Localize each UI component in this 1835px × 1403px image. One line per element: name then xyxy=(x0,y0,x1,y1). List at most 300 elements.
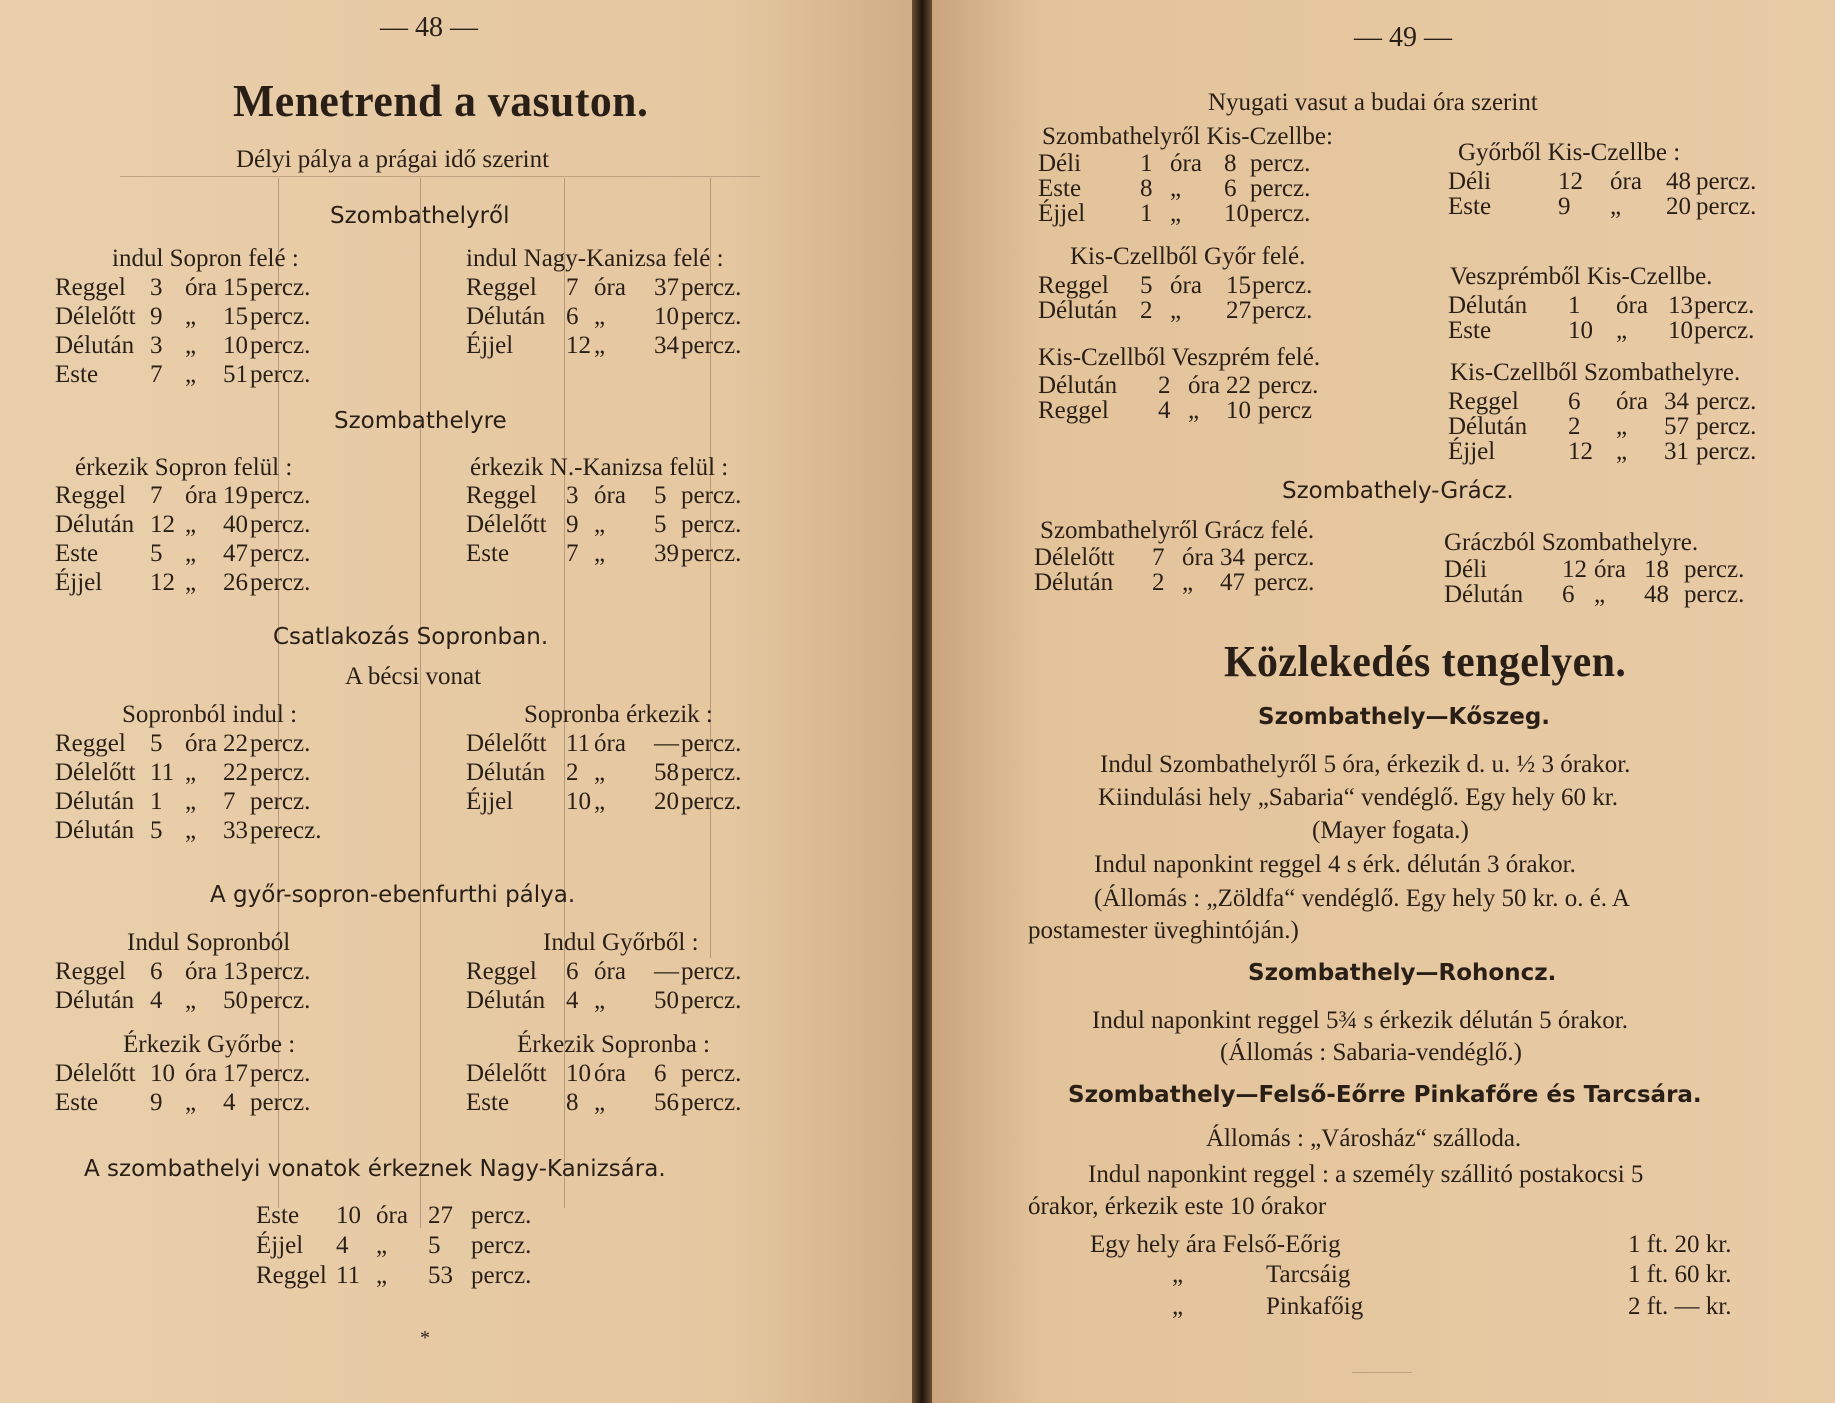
table-cell: 4 xyxy=(223,1089,236,1116)
table-cell: Délelőtt xyxy=(1034,544,1115,571)
table-cell: Éjjel xyxy=(1448,438,1496,465)
table-cell: Délután xyxy=(55,817,135,844)
table-cell: 11 xyxy=(336,1262,361,1289)
table-cell: „ xyxy=(185,540,197,567)
table-cell: 10 xyxy=(566,1060,591,1087)
table-cell: 50 xyxy=(654,987,679,1014)
table-cell: 20 xyxy=(1666,193,1691,220)
table-cell: 22 xyxy=(1226,372,1251,399)
table-cell: óra xyxy=(185,958,217,985)
table-cell: 1 xyxy=(1568,292,1581,319)
table-cell: — xyxy=(654,730,679,757)
table-cell: Reggel xyxy=(55,958,126,985)
table-cell: „ xyxy=(1170,297,1182,324)
table-cell: óra xyxy=(1188,372,1220,399)
table-cell: 47 xyxy=(1220,569,1245,596)
table-cell: 12 xyxy=(150,569,175,596)
table-cell: 58 xyxy=(654,759,679,786)
table-cell: 13 xyxy=(223,958,248,985)
text-line: Indul naponkint reggel 4 s érk. délután 3 órakor. xyxy=(1094,851,1576,878)
page-number: — 48 — xyxy=(380,12,478,43)
table-cell: percz xyxy=(1258,397,1313,424)
table-cell: 2 xyxy=(1158,372,1171,399)
table-cell: 22 xyxy=(223,759,248,786)
table-cell: Délután xyxy=(466,303,546,330)
table-cell: 11 xyxy=(150,759,175,786)
table-cell: 2 xyxy=(1152,569,1165,596)
table-cell: 22 xyxy=(223,730,248,757)
table-cell: Déli xyxy=(1444,556,1488,583)
table-cell: 4 xyxy=(566,987,579,1014)
table-cell: 7 xyxy=(1152,544,1165,571)
table-cell: percz. xyxy=(1254,544,1315,571)
table-cell: Délután xyxy=(1448,413,1528,440)
subtitle: Délyi pálya a prágai idő szerint xyxy=(236,146,550,173)
table-cell: percz. xyxy=(250,958,311,985)
table-cell: Reggel xyxy=(256,1262,327,1289)
table-cell: Este xyxy=(1038,175,1082,202)
page-number: — 49 — xyxy=(1354,22,1452,53)
table-cell: percz. xyxy=(250,788,311,815)
table-cell: „ xyxy=(185,987,197,1014)
divider xyxy=(1352,1372,1412,1373)
text-line: Indul Szombathelyről 5 óra, érkezik d. u. ½ 3 órakor. xyxy=(1100,751,1631,778)
table-cell: percz. xyxy=(1254,569,1315,596)
column-head: érkezik N.-Kanizsa felül : xyxy=(470,454,729,481)
table-cell: 10 xyxy=(1226,397,1251,424)
table-cell: 5 xyxy=(428,1232,441,1259)
column-head: Sopronba érkezik : xyxy=(524,701,713,728)
table-cell: percz. xyxy=(1696,388,1757,415)
table-cell: „ xyxy=(376,1232,388,1259)
table-cell: percz. xyxy=(1684,556,1745,583)
table-cell: percz. xyxy=(250,361,311,388)
table-cell: 11 xyxy=(566,730,591,757)
table-cell: Reggel xyxy=(55,730,126,757)
table-cell: óra xyxy=(1170,272,1202,299)
table-cell: 34 xyxy=(1664,388,1689,415)
table-cell: „ xyxy=(1616,413,1628,440)
table-cell: Délután xyxy=(55,987,135,1014)
table-cell: óra xyxy=(594,482,626,509)
table-cell: percz. xyxy=(1694,292,1755,319)
table-cell: „ xyxy=(1616,317,1628,344)
table-cell: 48 xyxy=(1644,581,1669,608)
table-cell: „ xyxy=(594,511,606,538)
table-cell: „ xyxy=(594,1089,606,1116)
table-cell: 3 xyxy=(150,274,163,301)
table-cell: 12 xyxy=(566,332,591,359)
table-cell: percz. xyxy=(681,303,742,330)
table-cell: „ xyxy=(1182,569,1194,596)
text-line: Állomás : „Városház“ szálloda. xyxy=(1206,1125,1522,1152)
table-cell: Reggel xyxy=(1448,388,1519,415)
table-cell: 10 xyxy=(654,303,679,330)
table-cell: „ xyxy=(185,332,197,359)
table-cell: 6 xyxy=(566,303,579,330)
table-cell: óra xyxy=(376,1202,408,1229)
table-cell: percz. xyxy=(1696,168,1757,195)
column-head: indul Nagy-Kanizsa felé : xyxy=(466,245,724,272)
column-head: Érkezik Sopronba : xyxy=(517,1031,711,1058)
table-cell: Délután xyxy=(55,511,135,538)
table-cell: 7 xyxy=(566,540,579,567)
block-title: Kis-Czellből Veszprém felé. xyxy=(1038,344,1321,371)
table-cell: Délelőtt xyxy=(55,1060,136,1087)
table-cell: 10 xyxy=(566,788,591,815)
table-cell: percz. xyxy=(250,482,311,509)
table-cell: 33 xyxy=(223,817,248,844)
table-cell: percz. xyxy=(1252,272,1313,299)
table-cell: „ xyxy=(1188,397,1200,424)
divider xyxy=(120,176,760,177)
table-cell: Este xyxy=(466,540,510,567)
page-title: Menetrend a vasuton. xyxy=(233,75,649,126)
table-cell: 18 xyxy=(1644,556,1669,583)
table-cell: 10 xyxy=(223,332,248,359)
table-cell: Este xyxy=(55,540,99,567)
table-cell: 2 xyxy=(1568,413,1581,440)
table-cell: Délután xyxy=(1034,569,1114,596)
table-cell: percz. xyxy=(681,511,742,538)
table-cell: Este xyxy=(1448,193,1492,220)
table-cell: 7 xyxy=(150,482,163,509)
table-cell: 26 xyxy=(223,569,248,596)
table-cell: „ xyxy=(185,361,197,388)
column-rule xyxy=(420,178,421,1228)
column-head: indul Sopron felé : xyxy=(112,245,299,272)
table-cell: percz. xyxy=(471,1232,532,1259)
text-line: (Állomás : „Zöldfa“ vendéglő. Egy hely 50 kr. o. é. A xyxy=(1094,885,1630,912)
table-cell: percz. xyxy=(681,958,742,985)
text-line: Indul naponkint reggel : a személy szállitó postakocsi 5 xyxy=(1088,1161,1644,1188)
text-line: postamester üveghintóján.) xyxy=(1028,917,1299,944)
text-line: órakor, érkezik este 10 órakor xyxy=(1028,1193,1327,1220)
table-cell: „ xyxy=(1616,438,1628,465)
table-cell: percz. xyxy=(681,1060,742,1087)
table-cell: 6 xyxy=(1224,175,1237,202)
table-cell: 3 xyxy=(566,482,579,509)
page-title: Közlekedés tengelyen. xyxy=(1224,637,1627,686)
table-cell: 12 xyxy=(1558,168,1583,195)
table-cell: percz. xyxy=(1696,438,1757,465)
table-cell: Reggel xyxy=(466,958,537,985)
table-cell: Délelőtt xyxy=(55,759,136,786)
table-cell: 1 xyxy=(1140,200,1153,227)
table-cell: 37 xyxy=(654,274,679,301)
table-cell: 9 xyxy=(150,1089,163,1116)
table-cell: percz. xyxy=(1250,200,1311,227)
table-cell: 5 xyxy=(1140,272,1153,299)
footer-mark: * xyxy=(420,1327,430,1349)
table-cell: percz. xyxy=(681,788,742,815)
table-cell: „ xyxy=(1170,175,1182,202)
table-cell: 5 xyxy=(150,540,163,567)
table-cell: 3 xyxy=(150,332,163,359)
table-cell: Délelőtt xyxy=(466,730,547,757)
table-cell: 34 xyxy=(654,332,679,359)
table-cell: 10 xyxy=(1224,200,1249,227)
table-cell: percz. xyxy=(250,1089,311,1116)
table-cell: percz. xyxy=(250,730,311,757)
table-cell: Délután xyxy=(55,332,135,359)
table-cell: 17 xyxy=(223,1060,248,1087)
table-cell: 1 xyxy=(150,788,163,815)
table-cell: percz. xyxy=(471,1262,532,1289)
table-cell: 12 xyxy=(1568,438,1593,465)
table-cell: óra xyxy=(1610,168,1642,195)
price-label: Tarcsáig xyxy=(1266,1261,1351,1288)
table-cell: percz. xyxy=(250,511,311,538)
section-heading: Szombathely-Grácz. xyxy=(1282,478,1514,504)
column-head: érkezik Sopron felül : xyxy=(75,454,293,481)
table-cell: 10 xyxy=(1668,317,1693,344)
block-title: Kis-Czellből Szombathelyre. xyxy=(1450,359,1741,386)
table-cell: percz. xyxy=(681,274,742,301)
table-cell: „ xyxy=(1610,193,1622,220)
table-cell: 31 xyxy=(1664,438,1689,465)
table-cell: 4 xyxy=(1158,397,1171,424)
table-cell: 7 xyxy=(150,361,163,388)
table-cell: 47 xyxy=(223,540,248,567)
block-title: Kis-Czellből Győr felé. xyxy=(1070,243,1306,270)
table-cell: óra xyxy=(1170,150,1202,177)
table-cell: 34 xyxy=(1220,544,1245,571)
table-cell: percz. xyxy=(681,1089,742,1116)
table-cell: 2 xyxy=(1140,297,1153,324)
table-cell: Este xyxy=(256,1202,300,1229)
table-cell: 5 xyxy=(654,511,667,538)
table-cell: percz. xyxy=(250,332,311,359)
table-cell: óra xyxy=(185,274,217,301)
section-heading: Szombathelyre xyxy=(334,408,507,434)
table-cell: 53 xyxy=(428,1262,453,1289)
table-cell: „ xyxy=(1594,581,1606,608)
table-cell: 48 xyxy=(1666,168,1691,195)
table-cell: percz. xyxy=(681,332,742,359)
route-heading: Szombathely—Kőszeg. xyxy=(1258,704,1551,730)
price-value: 2 ft. — kr. xyxy=(1628,1293,1732,1320)
table-cell: percz. xyxy=(681,987,742,1014)
table-cell: percz. xyxy=(250,274,311,301)
price-label: Egy hely ára Felső-Eőrig xyxy=(1090,1231,1341,1258)
table-cell: 9 xyxy=(566,511,579,538)
table-cell: 56 xyxy=(654,1089,679,1116)
table-cell: 51 xyxy=(223,361,248,388)
table-cell: percz. xyxy=(250,569,311,596)
table-cell: percz. xyxy=(250,987,311,1014)
right-page xyxy=(932,0,1835,1403)
block-title: Veszprémből Kis-Czellbe. xyxy=(1450,263,1713,290)
book-gutter xyxy=(912,0,932,1403)
price-label: Pinkafőig xyxy=(1266,1293,1364,1320)
route-heading: Szombathely—Felső-Eőrre Pinkafőre és Tarcsára. xyxy=(1068,1082,1702,1108)
ditto-mark: „ xyxy=(1172,1261,1184,1288)
table-cell: 9 xyxy=(150,303,163,330)
table-cell: percz. xyxy=(681,759,742,786)
table-cell: „ xyxy=(376,1262,388,1289)
table-cell: Reggel xyxy=(55,482,126,509)
table-cell: percz. xyxy=(250,540,311,567)
table-cell: percz. xyxy=(1694,317,1755,344)
table-cell: perecz. xyxy=(250,817,322,844)
price-value: 1 ft. 20 kr. xyxy=(1628,1231,1732,1258)
table-cell: 9 xyxy=(1558,193,1571,220)
column-head: Érkezik Győrbe : xyxy=(123,1031,296,1058)
table-cell: „ xyxy=(594,303,606,330)
table-cell: „ xyxy=(185,759,197,786)
route-heading: Szombathely—Rohoncz. xyxy=(1248,960,1557,986)
table-cell: percz. xyxy=(1258,372,1319,399)
table-cell: „ xyxy=(185,569,197,596)
table-cell: 10 xyxy=(150,1060,175,1087)
table-cell: Éjjel xyxy=(55,569,103,596)
table-cell: 8 xyxy=(566,1089,579,1116)
table-cell: 5 xyxy=(654,482,667,509)
table-cell: percz. xyxy=(1696,413,1757,440)
table-cell: percz. xyxy=(250,759,311,786)
table-cell: 5 xyxy=(150,730,163,757)
table-cell: 57 xyxy=(1664,413,1689,440)
table-cell: „ xyxy=(594,987,606,1014)
table-cell: 4 xyxy=(336,1232,349,1259)
table-cell: Este xyxy=(55,1089,99,1116)
table-cell: 12 xyxy=(150,511,175,538)
table-cell: percz. xyxy=(681,482,742,509)
table-cell: óra xyxy=(1594,556,1626,583)
table-cell: percz. xyxy=(1250,175,1311,202)
table-cell: percz. xyxy=(250,303,311,330)
table-cell: óra xyxy=(1616,388,1648,415)
table-cell: 12 xyxy=(1562,556,1587,583)
text-line: (Mayer fogata.) xyxy=(1312,817,1469,844)
table-cell: — xyxy=(654,958,679,985)
table-cell: 6 xyxy=(1568,388,1581,415)
table-cell: Este xyxy=(1448,317,1492,344)
table-cell: percz. xyxy=(681,730,742,757)
column-head: Indul Sopronból xyxy=(127,929,291,956)
table-cell: „ xyxy=(594,540,606,567)
block-title: Győrből Kis-Czellbe : xyxy=(1458,139,1681,166)
table-cell: 1 xyxy=(1140,150,1153,177)
table-cell: óra xyxy=(1616,292,1648,319)
table-cell: Este xyxy=(55,361,99,388)
table-cell: 10 xyxy=(1568,317,1593,344)
table-cell: 19 xyxy=(223,482,248,509)
table-cell: percz. xyxy=(1684,581,1745,608)
table-cell: Reggel xyxy=(466,274,537,301)
table-cell: percz. xyxy=(250,1060,311,1087)
table-cell: óra xyxy=(1182,544,1214,571)
text-line: Kiindulási hely „Sabaria“ vendéglő. Egy hely 60 kr. xyxy=(1098,784,1619,811)
table-cell: Reggel xyxy=(1038,397,1109,424)
section-heading: A szombathelyi vonatok érkeznek Nagy-Kanizsára. xyxy=(84,1156,666,1182)
table-cell: 10 xyxy=(336,1202,361,1229)
text-line: (Állomás : Sabaria-vendéglő.) xyxy=(1220,1039,1522,1066)
table-cell: 7 xyxy=(223,788,236,815)
table-cell: 7 xyxy=(566,274,579,301)
column-head: Sopronból indul : xyxy=(122,701,298,728)
table-cell: Éjjel xyxy=(466,332,514,359)
table-cell: Éjjel xyxy=(466,788,514,815)
section-heading: A győr-sopron-ebenfurthi pálya. xyxy=(210,882,576,908)
section-header: Nyugati vasut a budai óra szerint xyxy=(1208,89,1538,116)
table-cell: óra xyxy=(594,274,626,301)
table-cell: percz. xyxy=(1696,193,1757,220)
table-cell: óra xyxy=(185,482,217,509)
table-cell: „ xyxy=(594,788,606,815)
table-cell: Délután xyxy=(1038,297,1118,324)
table-cell: Délelőtt xyxy=(55,303,136,330)
table-cell: óra xyxy=(594,958,626,985)
table-cell: 2 xyxy=(566,759,579,786)
table-cell: 6 xyxy=(150,958,163,985)
table-cell: Délután xyxy=(1038,372,1118,399)
table-cell: „ xyxy=(594,759,606,786)
table-cell: 15 xyxy=(223,274,248,301)
section-subheading: A bécsi vonat xyxy=(345,663,482,690)
table-cell: 6 xyxy=(566,958,579,985)
table-cell: „ xyxy=(185,788,197,815)
table-cell: Reggel xyxy=(55,274,126,301)
table-cell: Délután xyxy=(466,759,546,786)
table-cell: „ xyxy=(1170,200,1182,227)
table-cell: Délután xyxy=(1448,292,1528,319)
table-cell: Délután xyxy=(1444,581,1524,608)
block-title: Szombathelyről Kis-Czellbe: xyxy=(1042,123,1333,150)
table-cell: 27 xyxy=(428,1202,453,1229)
table-cell: 4 xyxy=(150,987,163,1014)
table-cell: óra xyxy=(594,730,626,757)
table-cell: „ xyxy=(185,511,197,538)
table-cell: 8 xyxy=(1140,175,1153,202)
table-cell: percz. xyxy=(681,540,742,567)
table-cell: Éjjel xyxy=(256,1232,304,1259)
table-cell: 13 xyxy=(1668,292,1693,319)
left-page xyxy=(0,0,912,1403)
table-cell: Délután xyxy=(55,788,135,815)
table-cell: 15 xyxy=(1226,272,1251,299)
block-title: Szombathelyről Grácz felé. xyxy=(1040,517,1315,544)
table-cell: „ xyxy=(594,332,606,359)
table-cell: 6 xyxy=(654,1060,667,1087)
table-cell: Délelőtt xyxy=(466,511,547,538)
table-cell: 50 xyxy=(223,987,248,1014)
table-cell: 40 xyxy=(223,511,248,538)
table-cell: „ xyxy=(185,1089,197,1116)
table-cell: Délután xyxy=(466,987,546,1014)
price-value: 1 ft. 60 kr. xyxy=(1628,1261,1732,1288)
ditto-mark: „ xyxy=(1172,1293,1184,1320)
table-cell: Délelőtt xyxy=(466,1060,547,1087)
table-cell: 6 xyxy=(1562,581,1575,608)
table-cell: óra xyxy=(185,1060,217,1087)
table-cell: óra xyxy=(185,730,217,757)
table-cell: Reggel xyxy=(466,482,537,509)
table-cell: Éjjel xyxy=(1038,200,1086,227)
table-cell: percz. xyxy=(1250,150,1311,177)
table-cell: 39 xyxy=(654,540,679,567)
table-cell: 8 xyxy=(1224,150,1237,177)
text-line: Indul naponkint reggel 5¾ s érkezik délután 5 órakor. xyxy=(1092,1007,1628,1034)
table-cell: óra xyxy=(594,1060,626,1087)
table-cell: 27 xyxy=(1226,297,1251,324)
section-heading: Csatlakozás Sopronban. xyxy=(273,624,549,650)
table-cell: Reggel xyxy=(1038,272,1109,299)
column-head: Indul Győrből : xyxy=(543,929,699,956)
table-cell: 20 xyxy=(654,788,679,815)
section-heading: Szombathelyről xyxy=(330,203,510,229)
